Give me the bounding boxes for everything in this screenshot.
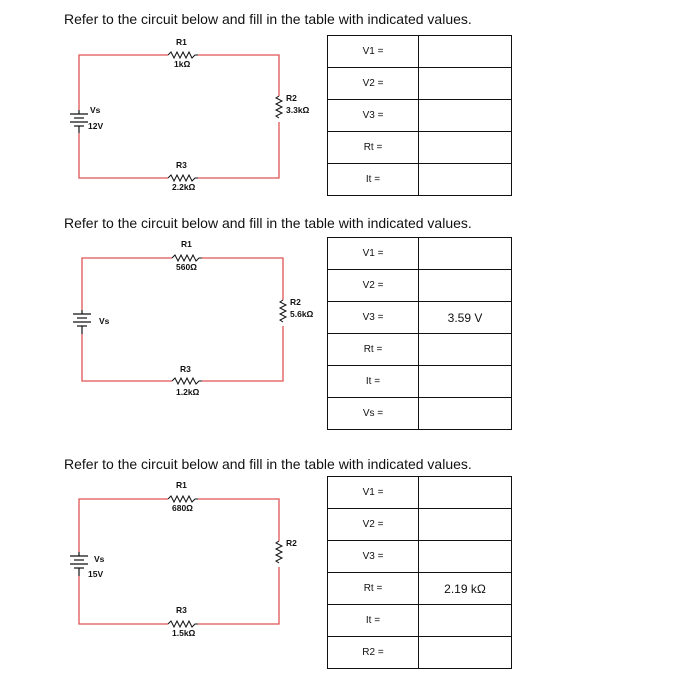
- table-row: [328, 302, 512, 334]
- answer-cell[interactable]: [419, 132, 512, 164]
- row-label: V1 =: [328, 477, 419, 509]
- row-label: V3 =: [328, 541, 419, 573]
- table-row: [328, 605, 512, 637]
- row-label: Vs =: [328, 398, 419, 430]
- row-label: R2 =: [328, 637, 419, 669]
- r3-value: 2.2kΩ: [172, 182, 196, 192]
- vs-label: Vs: [99, 316, 110, 326]
- resistor-r3-symbol: [168, 621, 198, 627]
- r3-label: R3: [176, 605, 187, 615]
- table-row: [328, 334, 512, 366]
- row-label: V2 =: [328, 509, 419, 541]
- table-row: [328, 132, 512, 164]
- r3-value: 1.5kΩ: [172, 628, 196, 638]
- section-1-heading: Refer to the circuit below and fill in the table with indicated values.: [64, 11, 472, 27]
- row-label: V2 =: [328, 68, 419, 100]
- row-label: V3 =: [328, 100, 419, 132]
- answer-cell[interactable]: [419, 164, 512, 196]
- table-row: [328, 398, 512, 430]
- circuit-2-wires: [82, 258, 283, 381]
- r2-label: R2: [290, 297, 301, 307]
- r3-label: R3: [176, 160, 187, 170]
- answer-cell[interactable]: [419, 68, 512, 100]
- table-row: [328, 637, 512, 669]
- answer-cell[interactable]: [419, 366, 512, 398]
- answer-cell[interactable]: [419, 36, 512, 68]
- resistor-r1-symbol: [168, 52, 198, 58]
- resistor-r3-symbol: [168, 175, 198, 181]
- table-row: [328, 238, 512, 270]
- battery-vs-symbol: [70, 552, 88, 576]
- section-2-heading: Refer to the circuit below and fill in the table with indicated values.: [64, 215, 472, 231]
- r2-label: R2: [286, 538, 297, 548]
- answer-cell[interactable]: [419, 477, 512, 509]
- r2-value: 5.6kΩ: [290, 309, 314, 319]
- answer-cell[interactable]: 2.19 kΩ: [419, 573, 512, 605]
- r1-label: R1: [176, 37, 187, 47]
- table-row: [328, 68, 512, 100]
- values-table-2: [327, 237, 512, 430]
- answer-cell[interactable]: 3.59 V: [419, 302, 512, 334]
- battery-vs-symbol: [73, 310, 91, 334]
- section-3-heading: Refer to the circuit below and fill in the table with indicated values.: [64, 456, 472, 472]
- resistor-r1-symbol: [168, 496, 198, 502]
- row-label: V1 =: [328, 238, 419, 270]
- resistor-r2-symbol: [280, 300, 286, 322]
- vs-label: Vs: [94, 554, 105, 564]
- answer-cell[interactable]: [419, 509, 512, 541]
- answer-cell[interactable]: [419, 100, 512, 132]
- row-label: Rt =: [328, 334, 419, 366]
- row-label: It =: [328, 605, 419, 637]
- table-row: [328, 477, 512, 509]
- table-row: [328, 366, 512, 398]
- r1-label: R1: [176, 480, 187, 490]
- r1-label: R1: [181, 239, 192, 249]
- answer-cell[interactable]: [419, 398, 512, 430]
- r3-label: R3: [180, 364, 191, 374]
- row-label: V2 =: [328, 270, 419, 302]
- r2-label: R2: [286, 93, 297, 103]
- r3-value: 1.2kΩ: [176, 387, 200, 397]
- r1-value: 680Ω: [172, 503, 193, 513]
- table-row: [328, 573, 512, 605]
- answer-cell[interactable]: [419, 334, 512, 366]
- vs-value: 12V: [88, 121, 104, 131]
- resistor-r3-symbol: [172, 378, 202, 384]
- row-label: It =: [328, 164, 419, 196]
- table-row: [328, 509, 512, 541]
- answer-cell[interactable]: [419, 238, 512, 270]
- table-row: [328, 36, 512, 68]
- vs-label: Vs: [90, 105, 101, 115]
- row-label: V1 =: [328, 36, 419, 68]
- resistor-r2-symbol: [276, 541, 282, 563]
- answer-cell[interactable]: [419, 637, 512, 669]
- r1-value: 1kΩ: [174, 59, 191, 69]
- r1-value: 560Ω: [176, 262, 197, 272]
- battery-vs-symbol: [70, 110, 88, 133]
- table-row: [328, 270, 512, 302]
- row-label: It =: [328, 366, 419, 398]
- row-label: Rt =: [328, 573, 419, 605]
- answer-cell[interactable]: [419, 541, 512, 573]
- table-row: [328, 164, 512, 196]
- row-label: V3 =: [328, 302, 419, 334]
- table-row: [328, 100, 512, 132]
- answer-cell[interactable]: [419, 270, 512, 302]
- resistor-r1-symbol: [172, 255, 202, 261]
- values-table-1: [327, 35, 512, 196]
- vs-value: 15V: [88, 569, 104, 579]
- table-row: [328, 541, 512, 573]
- resistor-r2-symbol: [276, 96, 282, 118]
- row-label: Rt =: [328, 132, 419, 164]
- values-table-3: [327, 476, 512, 669]
- answer-cell[interactable]: [419, 605, 512, 637]
- r2-value: 3.3kΩ: [286, 105, 310, 115]
